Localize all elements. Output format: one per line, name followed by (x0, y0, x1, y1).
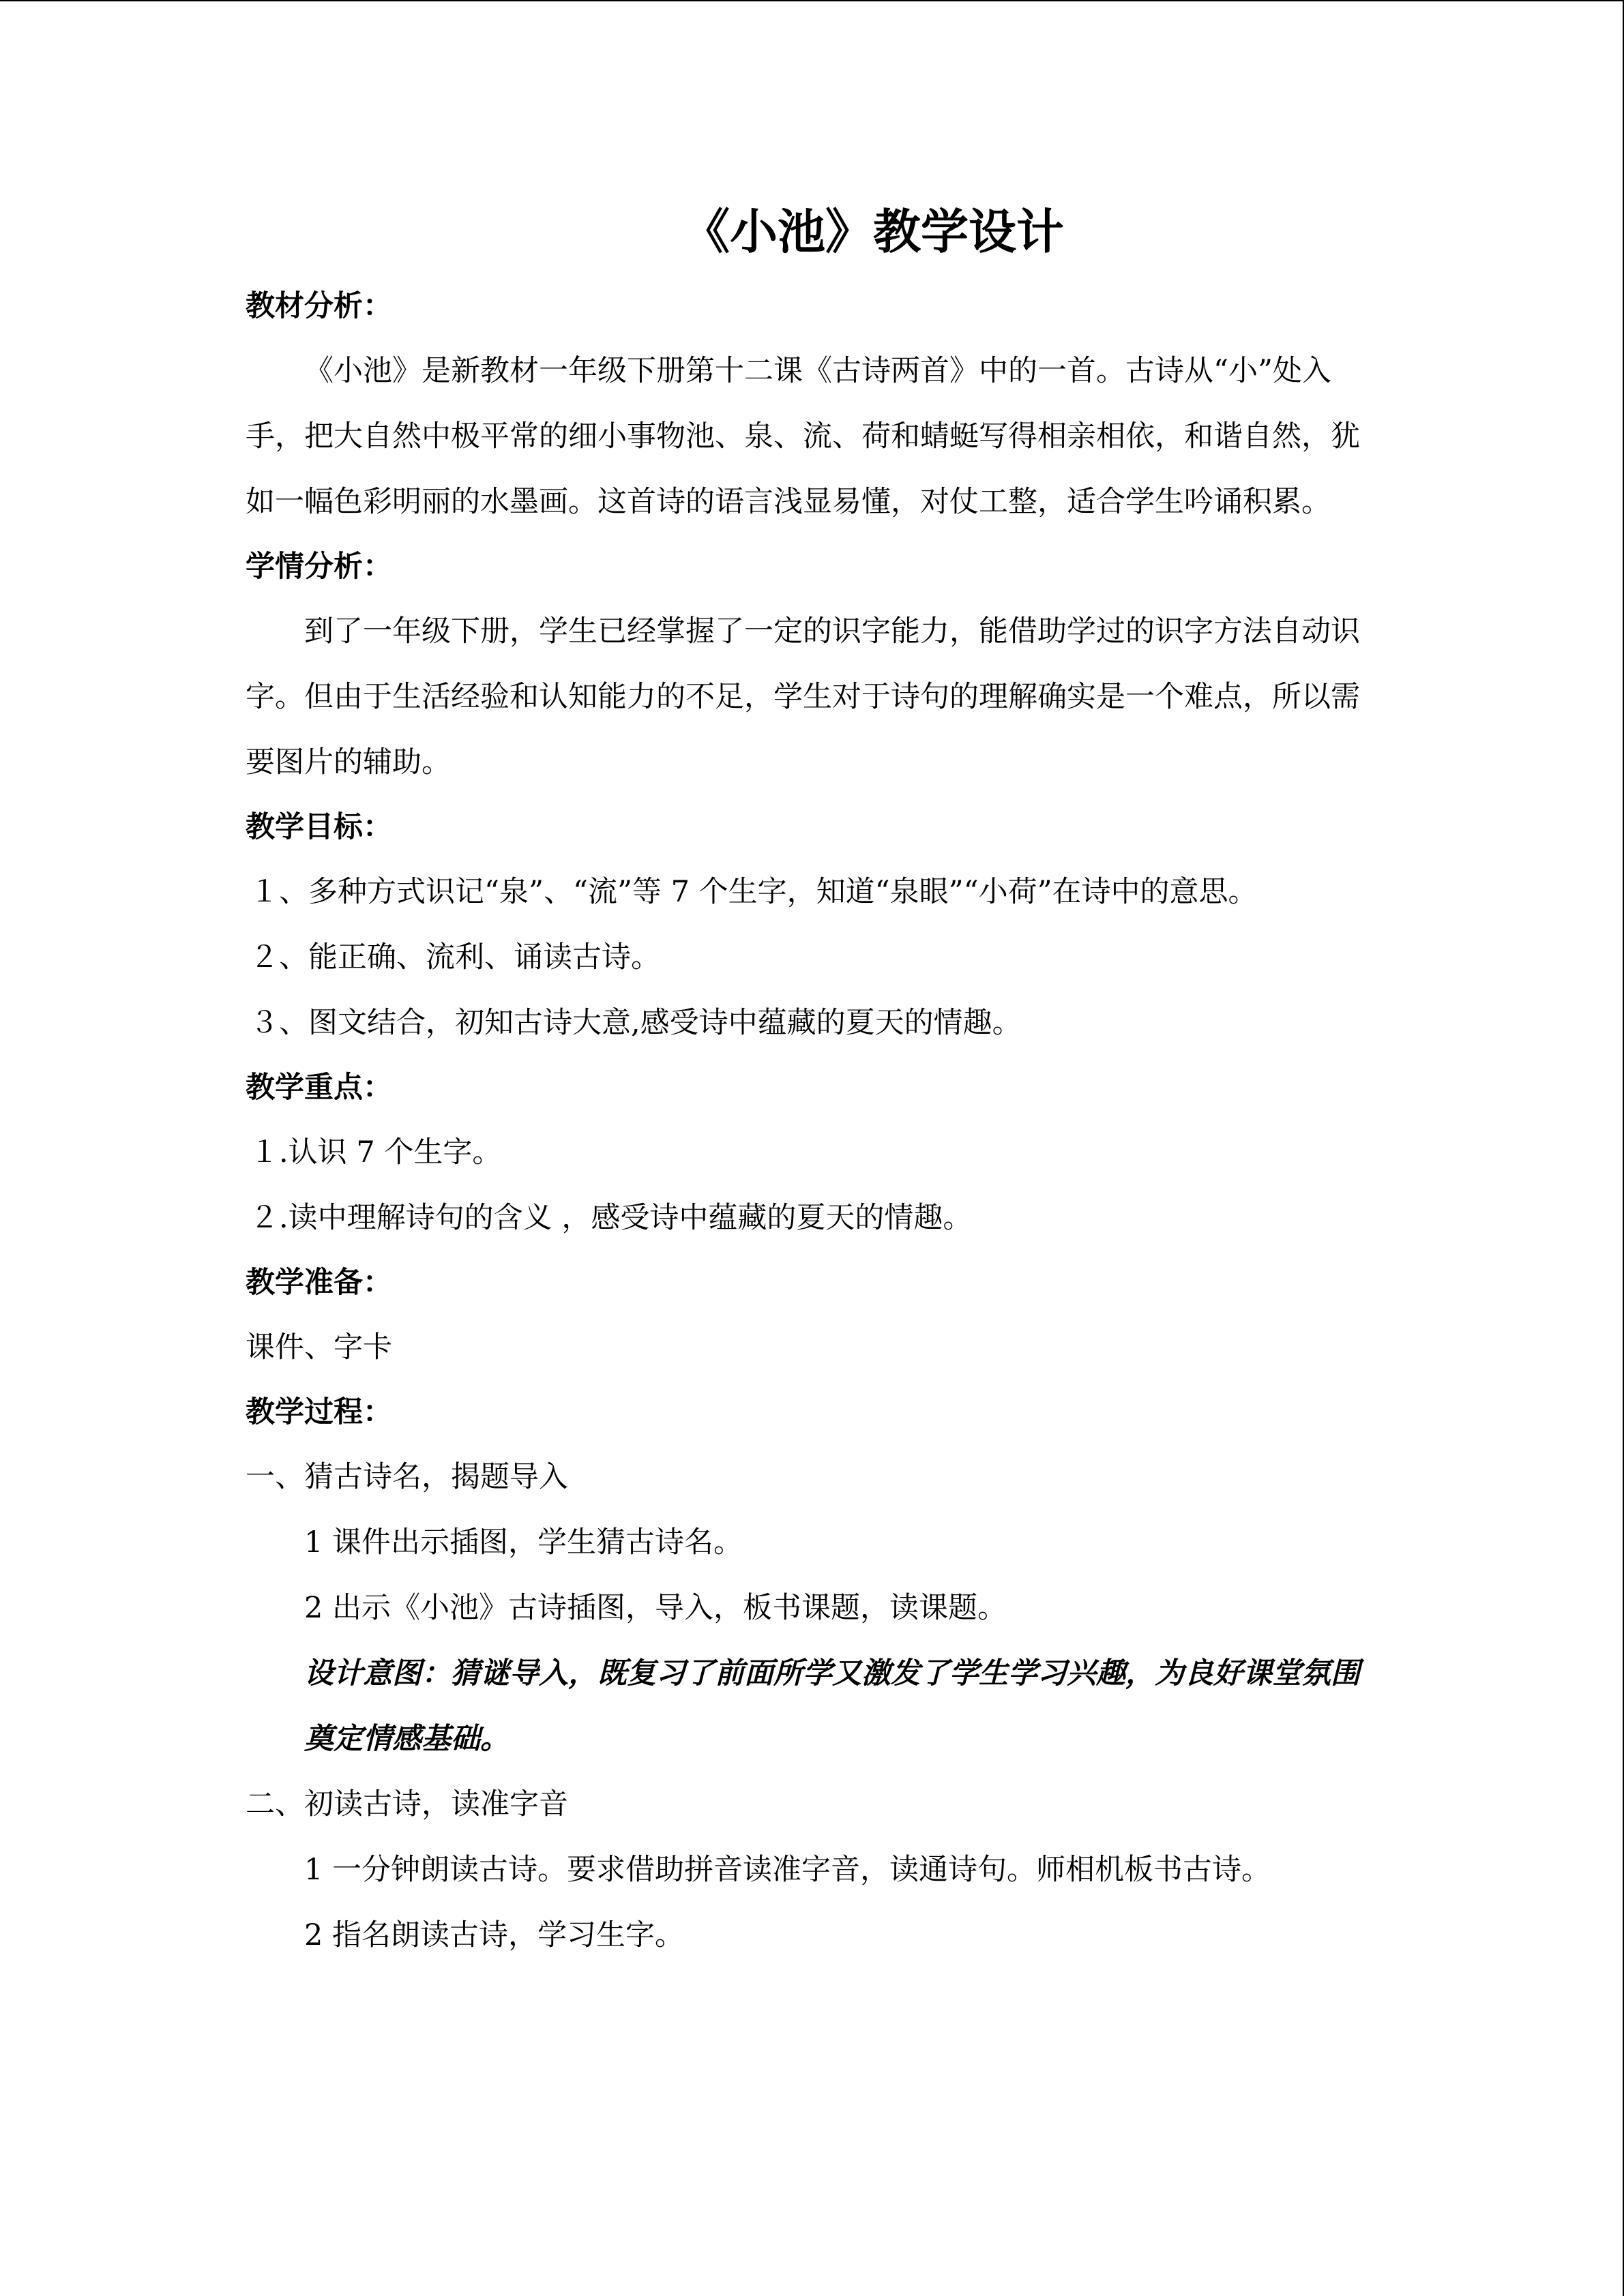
process-step-item: 1 课件出示插图，学生猜古诗名。 (304, 1525, 743, 1560)
paragraph-student-analysis: 到了一年级下册，学生已经掌握了一定的识字能力，能借助学过的识字方法自动识字。但由于生活经验和认知能力的不足，学生对于诗句的理解确实是一个难点，所以需要图片的辅助。 (246, 614, 1360, 779)
process-step-item: 2 指名朗读古诗，学习生字。 (304, 1918, 685, 1952)
process-step-item: 2 出示《小池》古诗插图，导入，板书课题，读课题。 (304, 1591, 1007, 1625)
process-step-item: 1 一分钟朗读古诗。要求借助拼音读准字音，读通诗句。师相机板书古诗。 (304, 1853, 1271, 1887)
heading-process: 教学过程： (246, 1395, 392, 1429)
objective-item: １、多种方式识记“泉”、“流”等 7 个生字，知道“泉眼”“小荷”在诗中的意思。 (250, 875, 1258, 909)
heading-preparation: 教学准备： (246, 1266, 392, 1300)
key-point-item: １.认识 7 个生字。 (250, 1135, 502, 1169)
heading-objectives: 教学目标： (246, 810, 392, 844)
heading-key-points: 教学重点： (246, 1071, 392, 1105)
objective-item: ３、图文结合，初知古诗大意,感受诗中蕴藏的夏天的情趣。 (250, 1006, 1022, 1040)
objective-item: ２、能正确、流利、诵读古诗。 (250, 940, 660, 974)
heading-student-analysis: 学情分析： (246, 550, 392, 584)
key-point-item: ２.读中理解诗句的含义 ，感受诗中蕴藏的夏天的情趣。 (250, 1201, 973, 1235)
heading-material-analysis: 教材分析： (246, 289, 392, 323)
paragraph-preparation: 课件、字卡 (246, 1330, 392, 1365)
page-title: 《小池》教学设计 (682, 204, 1064, 260)
design-intent-note: 设计意图：猜谜导入，既复习了前面所学又激发了学生学习兴趣，为良好课堂氛围奠定情感基础。 (304, 1656, 1360, 1756)
document-body (246, 177, 1378, 1968)
paragraph-material-analysis: 《小池》是新教材一年级下册第十二课《古诗两首》中的一首。古诗从“小”处入手，把大自然中极平常的细小事物池、泉、流、荷和蜻蜓写得相亲相依，和谐自然，犹如一幅色彩明丽的水墨画。这首诗的语言浅显易懂，对仗工整，适合学生吟诵积累。 (246, 354, 1360, 519)
process-step-title: 一、猜古诗名，揭题导入 (246, 1460, 568, 1494)
process-step-title: 二、初读古诗，读准字音 (246, 1787, 568, 1821)
